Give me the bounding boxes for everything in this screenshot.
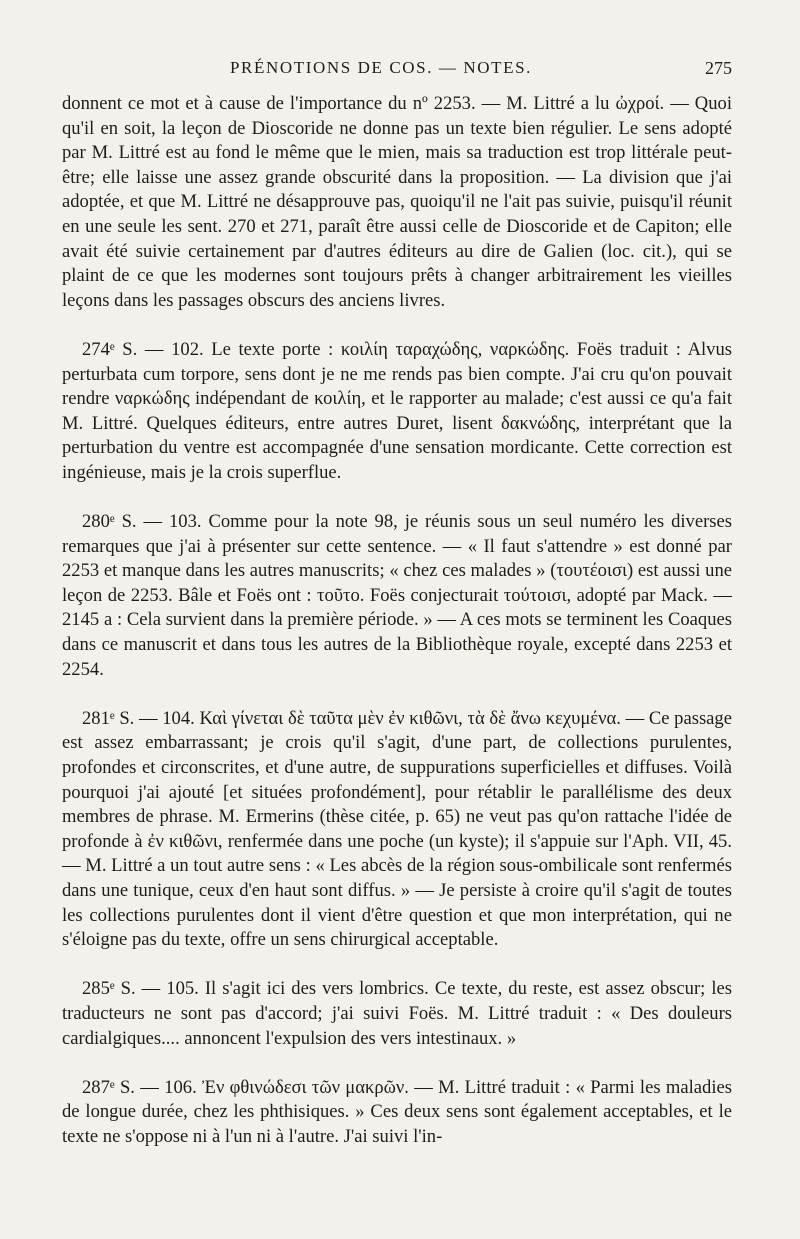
note-104: 281ᵉ S. — 104. Καὶ γίνεται δὲ ταῦτα μὲν ἐν κιθῶνι, τὰ δὲ ἄνω κεχυμένα. — Ce passage est assez embarrassant; je crois qu'il s'agit, d'une part, de collections purulentes, profondes et circonscrites, et d'une autre, de suppurations superficielles et diffuses. Voilà pourquoi j'ai ajouté [et situées profondément], pour rétablir le parallélisme des deux membres de phrase. M. Ermerins (thèse citée, p. 65) ne veut pas qu'on rattache l'idée de profonde à ἐν κιθῶνι, renfermée dans une poche (un kyste); il s'appuie sur l'Aph. VII, 45. — M. Littré a un tout autre sens : « Les abcès de la région sous-ombilicale sont renfermés dans une tunique, ceux d'en haut sont diffus. » — Je persiste à croire qu'il s'agit de toutes les collections purulentes dont il vient d'être question et que mon interprétation, qui ne s'éloigne pas du texte, offre un sens chirurgical acceptable. <box>62 707 732 951</box>
page-number: 275 <box>705 58 732 78</box>
body-text <box>62 92 732 1174</box>
paragraph-continuation: donnent ce mot et à cause de l'importance du nº 2253. — M. Littré a lu ὠχροί. — Quoi qu'il en soit, la leçon de Dioscoride ne donne pas un texte bien régulier. Le sens adopté par M. Littré est au fond le même que le mien, mais sa traduction est trop littérale peut-être; elle laisse une assez grande obscurité dans la proposition. — La division que j'ai adoptée, et que M. Littré ne désapprouve pas, quoiqu'il ne l'ait pas suivie, puisqu'il réunit en une seule les sent. 270 et 271, paraît être aussi celle de Dioscoride et de Capiton; elle avait été suivie certainement par d'autres éditeurs au dire de Galien (loc. cit.), qui se plaint de ce que les modernes sont toujours prêts à changer arbitrairement les vieilles leçons dans les passages obscurs des anciens livres. <box>62 93 732 311</box>
page-header <box>62 58 732 82</box>
note-106: 287ᵉ S. — 106. Ἐν φθινώδεσι τῶν μακρῶν. — M. Littré traduit : « Parmi les maladies de longue durée, chez les phthisiques. » Ces deux sens sont également acceptables, et le texte ne s'oppose ni à l'un ni à l'autre. J'ai suivi l'in- <box>62 1076 732 1147</box>
note-103: 280ᵉ S. — 103. Comme pour la note 98, je réunis sous un seul numéro les diverses remarques que j'ai à présenter sur cette sentence. — « Il faut s'attendre » est donné par 2253 et manque dans les autres manuscrits; « chez ces malades » (τουτέοισι) est aussi une leçon de 2253. Bâle et Foës ont : τοῦτο. Foës conjecturait τούτοισι, adopté par Mack. — 2145 a : Cela survient dans la première période. » — A ces mots se terminent les Coaques dans ce manuscrit et dans tous les autres de la Bibliothèque royale, excepté dans 2253 et 2254. <box>62 511 732 680</box>
note-105: 285ᵉ S. — 105. Il s'agit ici des vers lombrics. Ce texte, du reste, est assez obscur; les traducteurs ne sont pas d'accord; j'ai suivi Foës. M. Littré traduit : « Des douleurs cardialgiques.... annoncent l'expulsion des vers intestinaux. » <box>62 978 732 1049</box>
note-102: 274ᵉ S. — 102. Le texte porte : κοιλίη ταραχώδης, ναρκώδης. Foës traduit : Alvus perturbata cum torpore, sens dont je ne me rends pas bien compte. J'ai cru qu'on pouvait rendre ναρκώδης indépendant de κοιλίη, et le rapporter au malade; c'est aussi ce qu'a fait M. Littré. Quelques éditeurs, entre autres Duret, lisent δακνώδης, interprétant que la perturbation du ventre est accompagnée d'une sensation mordicante. Cette correction est ingénieuse, mais je la crois superflue. <box>62 338 732 483</box>
running-head: PRÉNOTIONS DE COS. — NOTES. <box>230 58 532 77</box>
